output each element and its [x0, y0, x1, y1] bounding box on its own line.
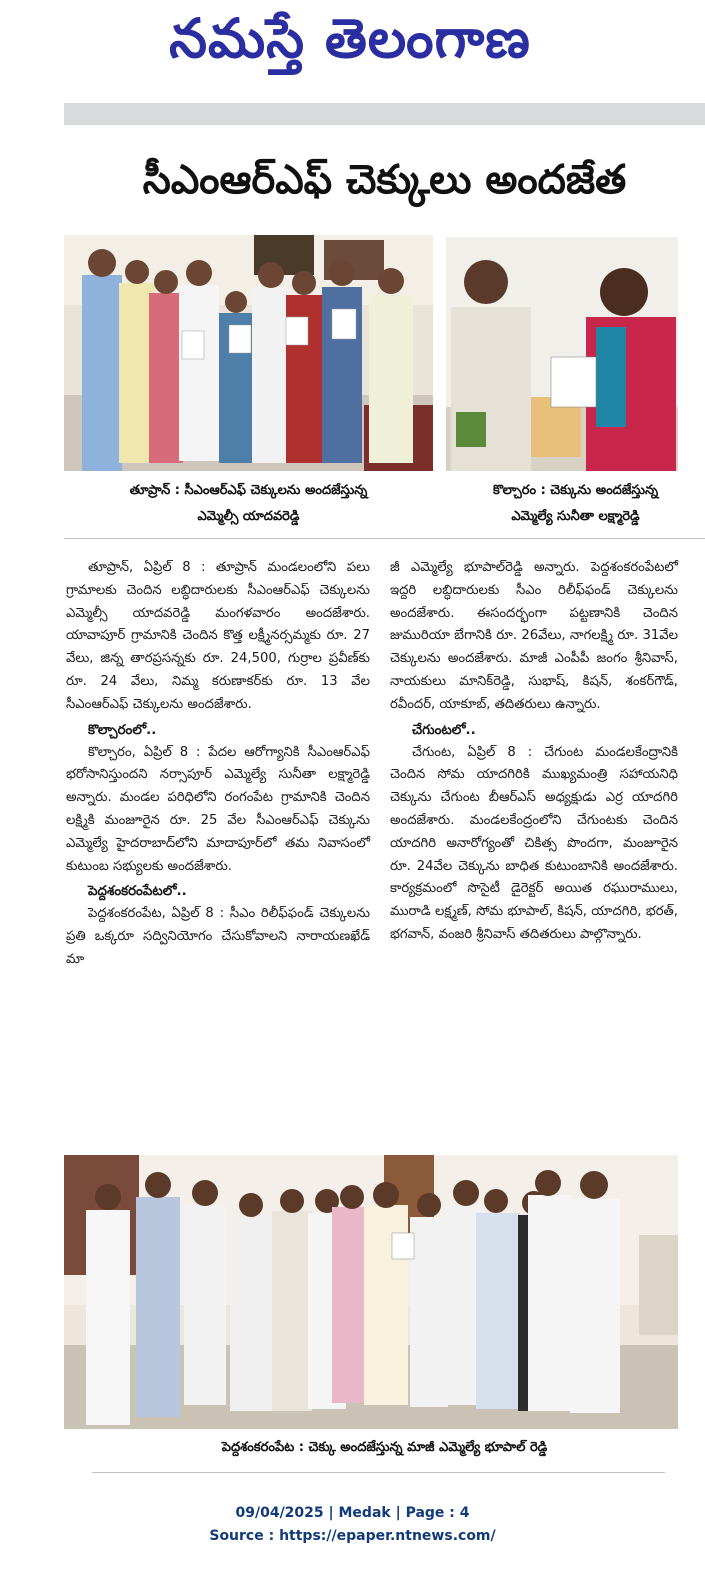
photo-thupran-caption [64, 478, 433, 530]
top-rule [64, 103, 705, 125]
masthead [150, 6, 550, 74]
article-subheading: చేగుంటలో.. [412, 722, 476, 738]
article-column-left [66, 557, 370, 974]
article-paragraph: తూప్రాన్, ఏప్రిల్ 8 : తూప్రాన్ మండలంలోని పలు గ్రామాలకు చెందిన లబ్ధిదారులకు సీఎంఆర్ఎఫ్ చెక్కులను ఎమ్మెల్సీ యాదవరెడ్డి మంగళవారం అందజేశారు. యావాపూర్ గ్రామానికి చెందిన కొత్త లక్ష్మీనర్సమ్మకు రూ. 27 వేలు, జిన్న తారప్రసన్నకు రూ. 24,500, గుర్రాల ప్రవీణ్‌కు రూ. 24 వేలు, నిమ్మ కరుణాకర్‌కు రూ. 13 వేల సీఎంఆర్ఎఫ్ చెక్కులను అందజేశారు. [66, 560, 370, 712]
article-subheading: కొల్చారంలో.. [88, 722, 157, 738]
headline: సీఎంఆర్ఎఫ్ చెక్కులు అందజేత [142, 157, 627, 203]
photo-kolcharam [446, 237, 678, 471]
section-divider [64, 538, 705, 539]
photo-peddashankarampet-caption: పెద్దశంకరంపేట : చెక్కు అందజేస్తున్న మాజీ ఎమ్మెల్యే భూపాల్ రెడ్డి [221, 1440, 548, 1455]
footer-source-line: Source : https://epaper.ntnews.com/ [209, 1528, 496, 1544]
article-paragraph: కొల్చారం, ఏప్రిల్ 8 : పేదల ఆరోగ్యానికి సీఎంఆర్ఎఫ్ భరోసానిస్తుందని నర్సాపూర్ ఎమ్మెల్యే సునీతా లక్ష్మారెడ్డి అన్నారు. మండల పరిధిలోని రంగంపేట గ్రామానికి చెందిన లక్ష్మికి మంజూరైన రూ. 25 వేల సీఎంఆర్ఎఫ్ చెక్కును ఎమ్మెల్యే హైదరాబాద్‌లోని మాదాపూర్‌లో తమ నివాసంలో కుటుంబ సభ్యులకు అందజేశారు. [66, 744, 370, 874]
photo-thupran [64, 235, 433, 471]
masthead-title: నమస్తే తెలంగాణ [169, 7, 531, 70]
article-column-right [390, 557, 678, 949]
article-paragraph: పెద్దశంకరంపేట, ఏప్రిల్ 8 : సీఎం రిలీఫ్‌ఫండ్ చెక్కులను ప్రతి ఒక్కరూ సద్వినియోగం చేసుకోవాలని నారాయణఖేడ్ మా [66, 906, 370, 967]
article-paragraph: చేగుంట, ఏప్రిల్ 8 : చేగుంట మండలకేంద్రానికి చెందిన సోమ యాదగిరికి ముఖ్యమంత్రి సహాయనిధి చెక్కును చేగుంట బీఆర్ఎస్ అధ్యక్షుడు ఎర్ర యాదగిరి అందజేశారు. మండలకేంద్రంలోని చేగుంటకు చెందిన యాదగిరి అనారోగ్యంతో చికిత్స పొందగా, మంజూరైన రూ. 24వేల చెక్కును బాధిత కుటుంబానికి అందజేశారు. కార్యక్రమంలో సొసైటీ డైరెక్టర్ అయిత రఘురాములు, మురాడి లక్ష్మణ్, సోమ భూపాల్, కిషన్, యాదగిరి, భరత్, భగవాన్, వంజరి శ్రీనివాస్ తదితరులు పాల్గొన్నారు. [390, 744, 678, 942]
photo-peddashankarampet [64, 1155, 678, 1429]
caption-line: కొల్చారం : చెక్కును అందజేస్తున్న [493, 483, 658, 498]
caption-line: ఎమ్మెల్యే సునీతా లక్ష్మారెడ్డి [511, 509, 640, 524]
caption-line: తూప్రాన్ : సీఎంఆర్ఎఫ్ చెక్కులను అందజేస్తున్న [129, 483, 368, 498]
article-paragraph: జీ ఎమ్మెల్యే భూపాల్‌రెడ్డి అన్నారు. పెద్దశంకరంపేటలో ఇద్దరి లబ్ధిదారులకు సీఎం రిలీఫ్‌ఫండ్ చెక్కులను అందజేశారు. ఈసందర్భంగా పట్టణానికి చెందిన జుమురియా బేగానికి రూ. 26వేలు, నాగలక్ష్మి రూ. 31వేల చెక్కులను అందజేశారు. మాజీ ఎంపీపీ జంగం శ్రీనివాస్, నాయకులు మానిక్‌రెడ్డి, సుభాష్, కిషన్, శంకర్‌గౌడ్, రవీందర్, యాకూబ్, తదితరులు ఉన్నారు. [390, 560, 678, 712]
article-subheading: పెద్దశంకరంపేటలో.. [88, 884, 187, 900]
caption-line: ఎమ్మెల్సీ యాదవరెడ్డి [197, 509, 300, 524]
footer-date-line: 09/04/2025 | Medak | Page : 4 [235, 1505, 470, 1521]
footer-divider [92, 1472, 665, 1473]
photo-kolcharam-caption [446, 478, 705, 530]
